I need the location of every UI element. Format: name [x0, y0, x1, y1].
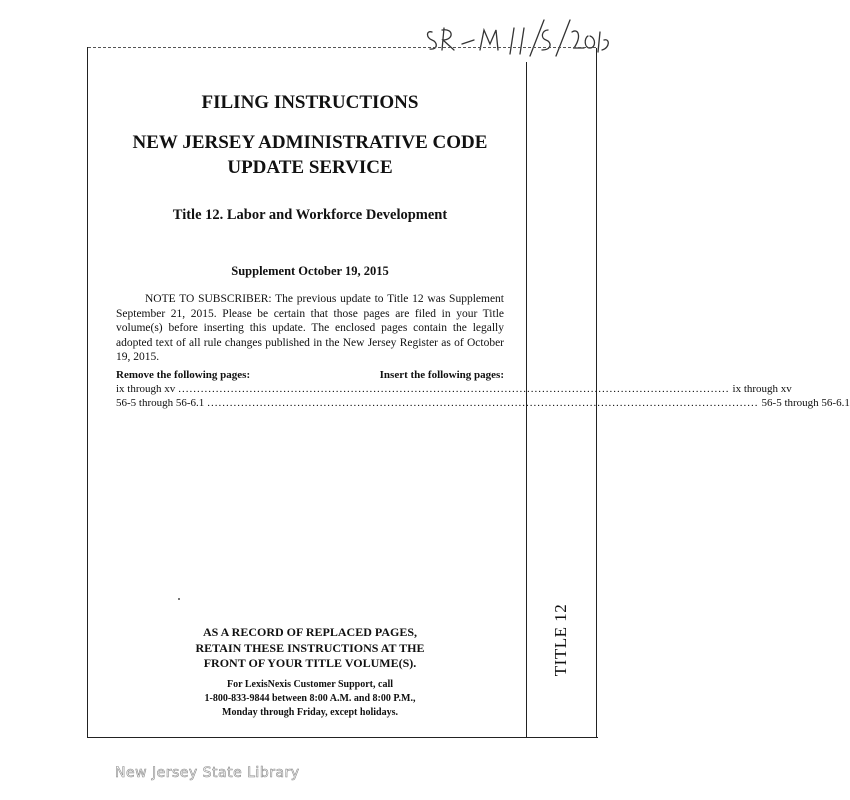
record-notice-line2: RETAIN THESE INSTRUCTIONS AT THE: [195, 640, 425, 655]
support-line1: For LexisNexis Customer Support, call: [226, 679, 393, 690]
page-replacement-table: [116, 368, 850, 410]
record-notice: [110, 625, 510, 672]
support-line2: 1-800-833-9844 between 8:00 A.M. and 8:00 P.M.,: [204, 693, 416, 704]
support-line3: Monday through Friday, except holidays.: [222, 707, 398, 718]
table-row: [116, 382, 792, 396]
supplement-date: Supplement October 19, 2015: [231, 264, 389, 278]
code-heading-line1: NEW JERSEY ADMINISTRATIVE CODE: [132, 132, 488, 153]
remove-pages-header: Remove the following pages:: [116, 369, 251, 381]
table-row: [116, 396, 850, 410]
dot-leader: ...................................................................................................................................................: [178, 383, 730, 395]
filing-instructions-heading: FILING INSTRUCTIONS: [201, 92, 419, 113]
title-subject: Title 12. Labor and Workforce Development: [172, 207, 448, 223]
spine-title-label: [526, 585, 596, 695]
subscriber-note: NOTE TO SUBSCRIBER: The previous update to Title 12 was Supplement September 21, 2015. Please be certain that those pages are filed in your Title volume(s) before inserting this update. The enclosed pages contain the legally adopted text of all rule changes published in the New Jersey Register as of October 19, 2015.: [116, 293, 504, 363]
dot-leader: ...................................................................................................................................................: [207, 397, 759, 409]
customer-support-info: [110, 678, 510, 720]
remove-pages-cell: ix through xv: [116, 383, 176, 395]
record-notice-line1: AS A RECORD OF REPLACED PAGES,: [202, 625, 418, 639]
insert-pages-cell: 56-5 through 56-6.1: [761, 397, 850, 409]
insert-pages-cell: ix through xv: [732, 383, 792, 395]
library-stamp: New Jersey State Library: [115, 765, 300, 781]
code-heading-line2: UPDATE SERVICE: [227, 157, 393, 178]
code-heading: [110, 130, 510, 180]
record-notice-line3: FRONT OF YOUR TITLE VOLUME(S).: [203, 656, 417, 670]
scan-speck: [178, 598, 180, 600]
insert-pages-header: Insert the following pages:: [379, 369, 504, 381]
remove-pages-cell: 56-5 through 56-6.1: [116, 397, 205, 409]
spine-title-text: TITLE 12: [551, 603, 571, 677]
table-header: [116, 368, 504, 382]
